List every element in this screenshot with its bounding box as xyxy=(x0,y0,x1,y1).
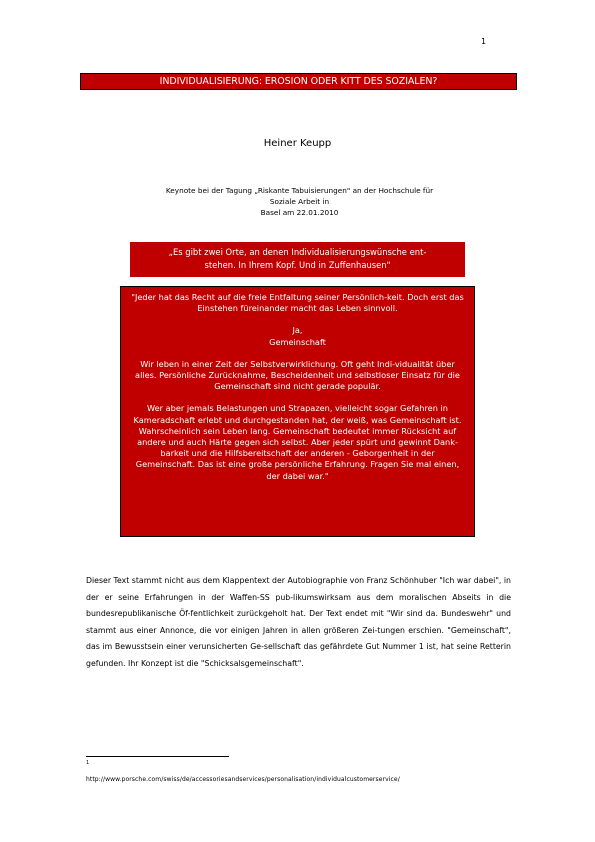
footnote-marker: 1 xyxy=(86,760,90,766)
keynote-info xyxy=(160,185,439,218)
document-title: INDIVIDUALISIERUNG: EROSION ODER KITT DES SOZIALEN? xyxy=(80,73,517,90)
porsche-quote-box xyxy=(130,242,465,277)
porsche-quote-line-2: stehen. In Ihrem Kopf. Und in Zuffenhausen" xyxy=(204,260,391,270)
footnote-url: http://www.porsche.com/swiss/de/accessoriesandservices/personalisation/individualcustomerservice/ xyxy=(86,776,400,783)
quote-gemeinschaft: Gemeinschaft xyxy=(269,336,326,347)
keynote-line-1: Keynote bei der Tagung „Riskante Tabuisierungen" an der Hochschule für Soziale Arbeit in xyxy=(165,186,434,206)
quote-paragraph-3: Wir leben in einer Zeit der Selbstverwirklichung. Oft geht Indi-vidualität über alles. Persönliche Zurücknahme, Bescheidenheit und selbstloser Einsatz für die Gemeinschaft sind nicht gerade populär. xyxy=(135,358,460,392)
quote-paragraph-4: Wer aber jemals Belastungen und Strapazen, vielleicht sogar Gefahren in Kameradschaft erlebt und durchgestanden hat, der weiß, was Gemeinschaft ist. Wahrscheinlich sein Leben lang. Gemeinschaft bedeutet immer Rücksicht auf andere und auch Härte gegen sich selbst. Aber jeder spürt und gewinnt Dank-barkeit und die Hilfsbereitschaft der anderen - Geborgenheit in der Gemeinschaft. Das ist eine große persönliche Erfahrung. Fragen Sie mal einen, der dabei war." xyxy=(133,403,462,481)
quote-paragraph-1: "Jeder hat das Recht auf die freie Entfaltung seiner Persönlich-keit. Doch erst das Einstehen füreinander macht das Leben sinnvoll. xyxy=(131,292,464,314)
quote-ja: Ja, xyxy=(292,325,303,336)
porsche-quote-line-1: „Es gibt zwei Orte, an denen Individualisierungswünsche ent- xyxy=(168,247,427,257)
body-paragraph: Dieser Text stammt nicht aus dem Klappentext der Autobiographie von Franz Schönhuber "Ich war dabei", in der er seine Erfahrungen in der Waffen-SS pub-likumswirksam aus dem moralischen Abseits in die bundesrepublikanische Öf-fentlichkeit zurückgeholt hat. Der Text endet mit "Wir sind da. Bundeswehr" und stammt aus einer Annonce, die vor einigen Jahren in allen größeren Zei-tungen erschien. "Gemeinschaft", das im Bewusstsein einer verunsicherten Ge-sellschaft das gefährdete Gut Nummer 1 ist, hat seine Retterin gefunden. Ihr Konzept ist die "Schicksalsgemeinschaft". xyxy=(86,576,511,668)
keynote-line-2: Basel am 22.01.2010 xyxy=(260,208,339,217)
author-name: Heiner Keupp xyxy=(263,138,332,149)
page-number: 1 xyxy=(481,37,487,46)
gemeinschaft-quote-box xyxy=(120,286,475,537)
footnote-divider xyxy=(86,756,229,757)
